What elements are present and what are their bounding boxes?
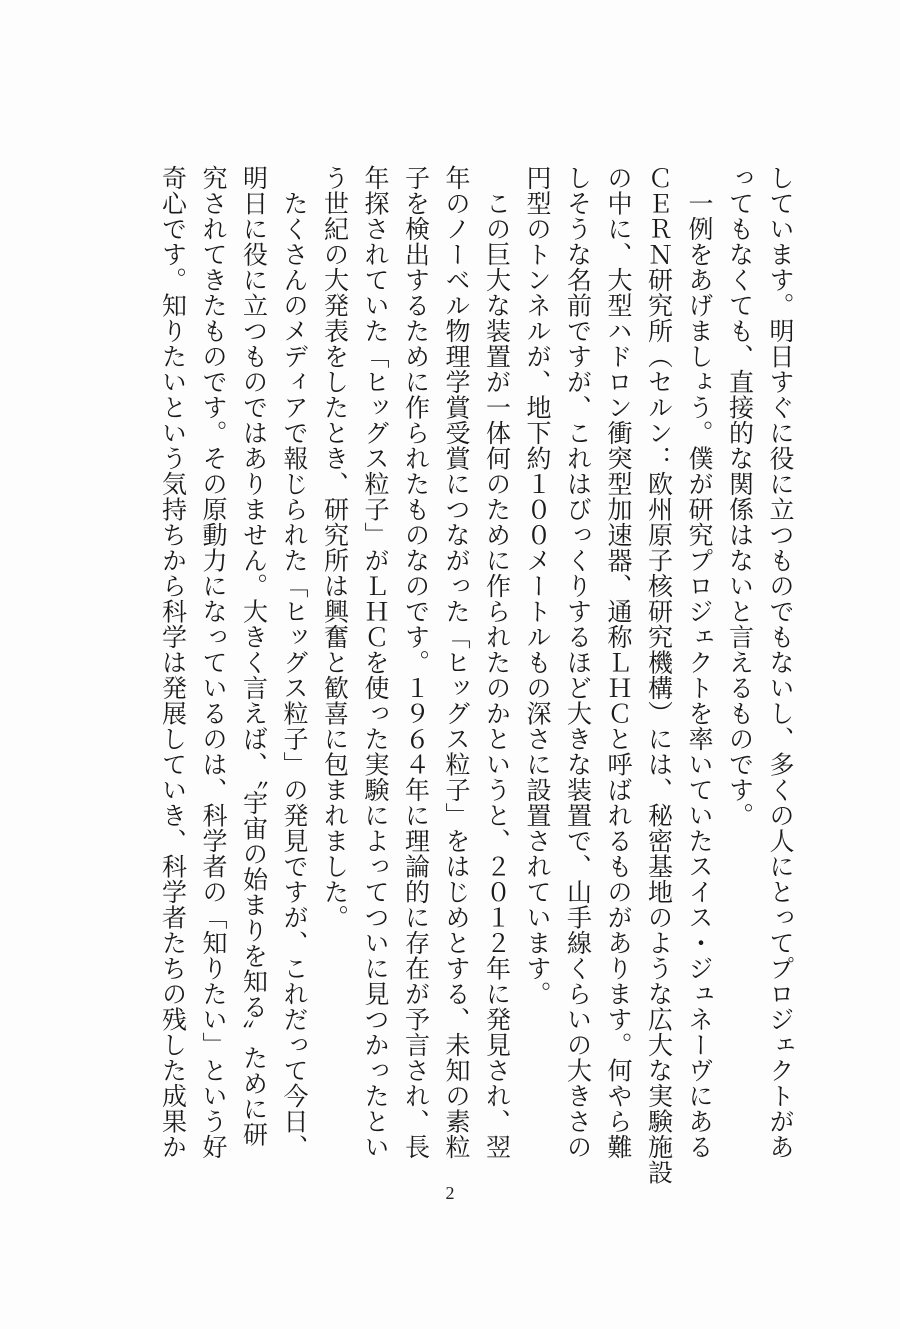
text-line: 奇心です。知りたいという気持ちから科学は発展していき、科学者たちの残した成果か [158,165,188,1160]
text-line: う世紀の大発表をしたとき、研究所は興奮と歓喜に包まれました。 [320,165,350,930]
page-number: 2 [445,1183,455,1203]
text-line: しています。明日すぐに役に立つものでもないし、多くの人にとってプロジェクトがあ [766,165,795,1160]
text-line: 年探されていた「ヒッグス粒子」がＬＨＣを使った実験によってついに見つかったとい [361,165,390,1160]
text-line: 子を検出するために作られたものなのです。１９６４年に理論的に存在が予言され、長 [401,165,431,1160]
text-line: 明日に役に立つものではありません。大きく言えば、〝宇宙の始まりを知る〟ために研 [239,165,269,1147]
text-line: しそうな名前ですが、これはびっくりするほど大きな装置で、山手線くらいの大きさの [563,165,593,1160]
text-line: 年のノーベル物理学賞受賞につながった「ヒッグス粒子」をはじめとする、未知の素粒 [442,165,471,1160]
text-line: 一例をあげましょう。僕が研究プロジェクトを率いていたスイス・ジュネーヴにある [685,165,714,1160]
vertical-text-body [152,165,800,1185]
text-line: ＣＥＲＮ研究所（セルン：欧州原子核研究機構）には、秘密基地のような広大な実験施設 [644,165,674,1185]
text-line: 円型のトンネルが、地下約１００メートルもの深さに設置されています。 [523,165,552,1007]
text-line: の中に、大型ハドロン衝突型加速器、通称ＬＨＣと呼ばれるものがあります。何やら難 [604,165,633,1160]
text-line: この巨大な装置が一体何のために作られたのかというと、２０１２年に発見され、翌 [482,165,512,1160]
text-line: 究されてきたものです。その原動力になっているのは、科学者の「知りたい」という好 [199,165,228,1160]
text-line: ってもなくても、直接的な関係はないと言えるものです。 [725,165,755,828]
text-line: たくさんのメディアで報じられた「ヒッグス粒子」の発見ですが、これだって今日、 [280,165,309,1160]
